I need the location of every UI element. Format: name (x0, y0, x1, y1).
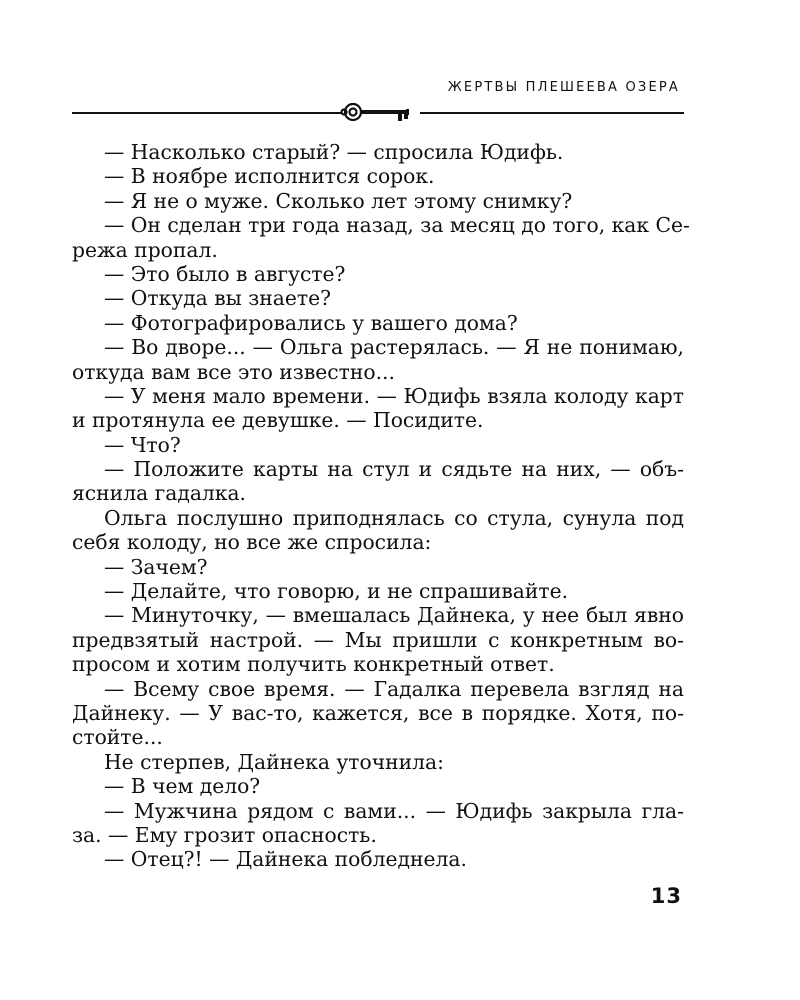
body-text (72, 140, 690, 872)
text-line: просом и хотим получить конкретный ответ. (72, 652, 555, 677)
text-line: — Я не о муже. Сколько лет этому снимку? (104, 188, 573, 213)
text-line: — Всему свое время. — Гадалка перевела взгляд на (104, 676, 684, 701)
text-line: Не стерпев, Дайнека уточнила: (104, 749, 444, 774)
key-ornament-icon (340, 98, 420, 126)
text-line: — Делайте, что говорю, и не спрашивайте. (104, 579, 569, 604)
text-line: за. — Ему грозит опасность. (72, 822, 377, 847)
text-line: — Откуда вы знаете? (104, 286, 331, 311)
header-rule-left (72, 112, 342, 114)
text-line: — Он сделан три года назад, за месяц до того, как Се- (104, 213, 690, 238)
text-line: — Отец?! — Дайнека побледнела. (104, 847, 467, 872)
text-line: и протянула ее девушке. — Посидите. (72, 408, 484, 433)
text-line: — В чем дело? (104, 774, 261, 799)
text-line: режа пропал. (72, 237, 218, 262)
text-line: — Это было в августе? (104, 261, 346, 286)
text-line: — Мужчина рядом с вами... — Юдифь закрыла гла- (104, 798, 684, 823)
text-line: предвзятый настрой. — Мы пришли с конкретным во- (72, 627, 684, 652)
text-line: — Положите карты на стул и сядьте на них, — объ- (104, 457, 684, 482)
text-line: откуда вам все это известно... (72, 359, 395, 384)
text-line: — Зачем? (104, 554, 208, 579)
text-line: Ольга послушно приподнялась со стула, сунула под (104, 505, 684, 530)
text-line: — У меня мало времени. — Юдифь взяла колоду карт (104, 383, 684, 408)
text-line: себя колоду, но все же спросила: (72, 530, 432, 555)
text-line: — В ноябре исполнится сорок. (104, 164, 435, 189)
text-line: — Насколько старый? — спросила Юдифь. (104, 140, 564, 164)
header-rule-right (420, 112, 684, 114)
text-line: Дайнеку. — У вас-то, кажется, все в порядке. Хотя, по- (72, 700, 684, 725)
page-number: 13 (650, 884, 682, 908)
text-line: яснила гадалка. (72, 481, 247, 506)
text-line: — Минуточку, — вмешалась Дайнека, у нее был явно (104, 603, 684, 628)
running-header-title: ЖЕРТВЫ ПЛЕШЕЕВА ОЗЕРА (447, 80, 680, 95)
text-line: — Фотографировались у вашего дома? (104, 310, 518, 335)
text-line: стойте... (72, 725, 163, 750)
text-line: — Во дворе... — Ольга растерялась. — Я не понимаю, (104, 335, 684, 360)
text-line: — Что? (104, 432, 181, 457)
